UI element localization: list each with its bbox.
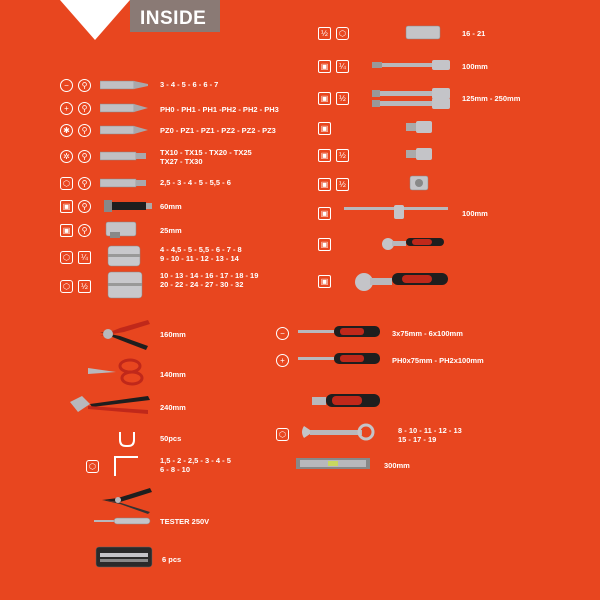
bit-icon: ⚲	[78, 124, 91, 137]
voltage-tester-tool	[92, 515, 154, 527]
combination-wrench-tool	[298, 420, 378, 446]
water-pump-pliers-label: 240mm	[160, 403, 186, 412]
quarter-drive-icon: ¼	[78, 251, 91, 264]
hex-socket-icon: ⬡	[60, 251, 73, 264]
voltage-tester-label: TESTER 250V	[160, 517, 210, 526]
hex-key-icon: ⬡	[86, 460, 99, 473]
half-drive-icon: ½	[336, 92, 349, 105]
phillips-screwdriver-label: PH0x75mm - PH2x100mm	[392, 356, 484, 365]
large-socket-tool	[104, 270, 148, 300]
cutting-pliers-label: 160mm	[160, 330, 186, 339]
large-socket-label: 10 - 13 - 14 - 16 - 17 - 18 - 19	[160, 271, 259, 280]
slotted-icon: −	[60, 79, 73, 92]
spirit-level-tool	[294, 456, 374, 472]
extension-pair-label: 125mm - 250mm	[462, 94, 521, 103]
page-title: INSIDE	[140, 8, 207, 29]
scissors-tool	[86, 358, 152, 386]
hex-keys-tool	[112, 454, 152, 480]
t-handle-tool	[342, 200, 452, 224]
bit-icon: ⚲	[78, 200, 91, 213]
bit-icon: ⚲	[78, 79, 91, 92]
hex-bit-tool	[100, 176, 150, 190]
extension-label: 100mm	[462, 62, 488, 71]
hex-keys-label: 1,5 - 2 - 2,5 - 3 - 4 - 5	[160, 456, 231, 465]
pz-bits-label: PZ0 - PZ1 - PZ1 - PZ2 - PZ2 - PZ3	[160, 126, 276, 135]
slotted-screwdriver-tool	[296, 322, 386, 342]
square-drive-icon: ▣	[60, 224, 73, 237]
adapter-label: 25mm	[160, 226, 182, 235]
ph-bits-label: PH0 - PH1 - PH1 -PH2 - PH2 - PH3	[160, 105, 279, 114]
square-drive-icon: ▣	[318, 122, 331, 135]
wrench-sizes-label: 8 - 10 - 11 - 12 - 13	[398, 426, 462, 435]
scissors-label: 140mm	[160, 370, 186, 379]
square-drive-icon: ▣	[318, 275, 331, 288]
staples-tool	[116, 428, 138, 450]
bit-box-label: 6 pcs	[162, 555, 182, 564]
half-drive-icon: ½	[78, 280, 91, 293]
slotted-screwdriver-label: 3x75mm - 6x100mm	[392, 329, 463, 338]
bit-screwdriver-tool	[310, 390, 384, 414]
wrench-hex-icon: ⬡	[276, 428, 289, 441]
large-ratchet-tool	[352, 264, 452, 292]
bit-holder-tool	[104, 198, 154, 214]
bit-holder-label: 60mm	[160, 202, 182, 211]
staples-label: 50pcs	[160, 434, 182, 443]
small-ratchet-tool	[378, 232, 448, 252]
hex-bits-label: 2,5 - 3 - 4 - 5 - 5,5 - 6	[160, 178, 231, 187]
square-drive-icon: ▣	[318, 149, 331, 162]
cutting-pliers-tool	[96, 316, 152, 352]
bit-icon: ⚲	[78, 150, 91, 163]
small-socket-label: 4 - 4,5 - 5 - 5,5 - 6 - 7 - 8	[160, 245, 242, 254]
bit-tool	[100, 78, 150, 92]
spark-socket-label: 16 - 21	[462, 29, 486, 38]
square-drive-icon: ▣	[318, 178, 331, 191]
slotted-screwdriver-icon: −	[276, 327, 289, 340]
adapter-tool	[104, 220, 144, 240]
torx-icon: ✲	[60, 150, 73, 163]
hex-keys-label-2: 6 - 8 - 10	[160, 465, 191, 474]
slotted-bits-label: 3 - 4 - 5 - 6 - 6 - 7	[160, 80, 219, 89]
ph-bit-tool	[100, 101, 150, 115]
square-drive-icon: ▣	[318, 207, 331, 220]
extension-bar-tool	[370, 57, 454, 73]
hex-socket-icon: ⬡	[60, 280, 73, 293]
bit-icon: ⚲	[78, 224, 91, 237]
phillips-icon: +	[60, 102, 73, 115]
t-handle-label: 100mm	[462, 209, 488, 218]
quarter-drive-icon: ¼	[336, 60, 349, 73]
small-socket-label-2: 9 - 10 - 11 - 12 - 13 - 14	[160, 254, 239, 263]
square-drive-icon: ▣	[318, 92, 331, 105]
spirit-level-label: 300mm	[384, 461, 410, 470]
half-drive-icon: ½	[336, 178, 349, 191]
square-drive-icon: ▣	[318, 60, 331, 73]
universal-joint-tool	[404, 118, 436, 136]
pz-bit-tool	[100, 123, 150, 137]
adapter-socket-tool	[406, 172, 434, 194]
universal-joint-large-tool	[404, 145, 436, 163]
phillips-screwdriver-tool	[296, 349, 386, 369]
bit-icon: ⚲	[78, 102, 91, 115]
square-drive-icon: ▣	[60, 200, 73, 213]
hex-icon: ⬡	[60, 177, 73, 190]
extension-bars-tool	[370, 86, 454, 110]
bit-box-tool	[94, 545, 154, 569]
tx-bit-tool	[100, 149, 150, 163]
square-drive-icon: ▣	[318, 238, 331, 251]
tx-bits-label-2: TX27 - TX30	[160, 157, 203, 166]
hex-socket-icon: ⬡	[336, 27, 349, 40]
pozidriv-icon: ✱	[60, 124, 73, 137]
spark-socket-tool	[404, 24, 444, 42]
phillips-screwdriver-icon: +	[276, 354, 289, 367]
circlip-pliers-tool	[98, 484, 154, 516]
wrench-sizes-label-2: 15 - 17 - 19	[398, 435, 437, 444]
half-drive-icon: ½	[336, 149, 349, 162]
tx-bits-label: TX10 - TX15 - TX20 - TX25	[160, 148, 252, 157]
water-pump-pliers-tool	[68, 392, 152, 418]
large-socket-label-2: 20 - 22 - 24 - 27 - 30 - 32	[160, 280, 244, 289]
bit-icon: ⚲	[78, 177, 91, 190]
half-drive-icon: ½	[318, 27, 331, 40]
small-socket-tool	[104, 244, 148, 268]
